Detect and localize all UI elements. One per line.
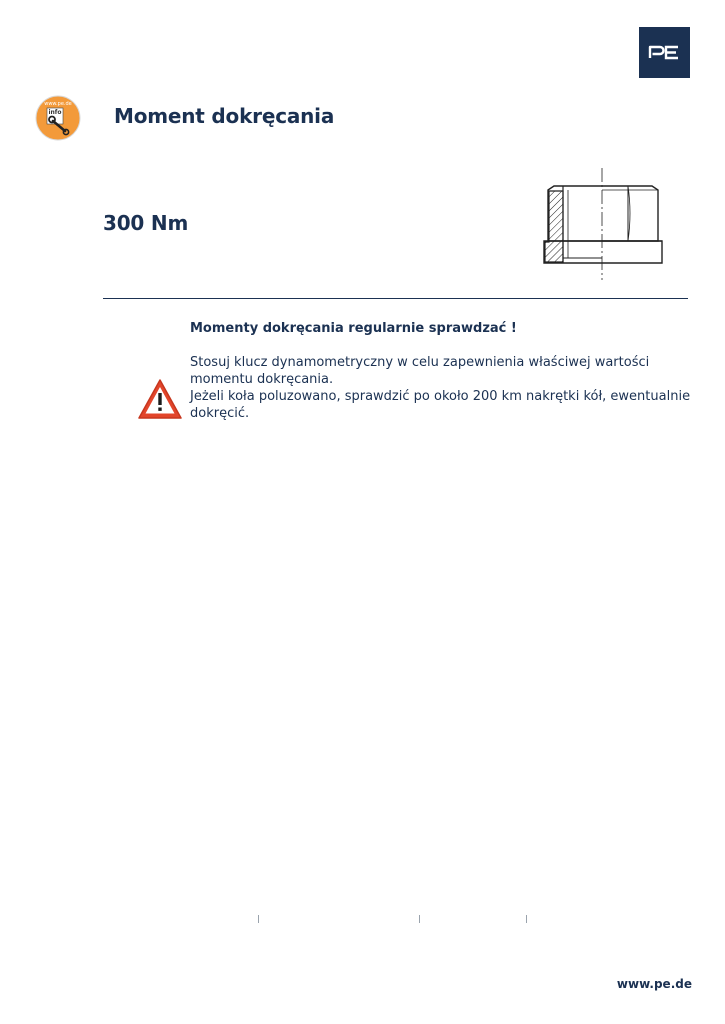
- notice-heading: Momenty dokręcania regularnie sprawdzać !: [190, 321, 517, 336]
- pe-logo: [639, 27, 690, 78]
- section-divider: [103, 298, 688, 299]
- nut-drawing: [528, 168, 666, 280]
- torque-value: 300 Nm: [103, 211, 189, 235]
- notice-line-1: Stosuj klucz dynamometryczny w celu zapewnienia właściwej wartości momentu dokręcania.: [190, 355, 650, 387]
- warning-triangle-icon: [137, 378, 183, 420]
- pe-logo-mark: [639, 27, 690, 78]
- info-badge: [35, 95, 81, 141]
- footer-url[interactable]: www.pe.de: [616, 977, 692, 991]
- badge-url: www.pe.de: [44, 101, 72, 107]
- footer-tick: [258, 915, 259, 923]
- footer-tick: [526, 915, 527, 923]
- notice-body: [190, 354, 700, 422]
- badge-label: info: [48, 109, 62, 116]
- notice-line-2: Jeżeli koła poluzowano, sprawdzić po około 200 km nakrętki kół, ewentualnie dokręcić.: [190, 389, 691, 421]
- page-title: Moment dokręcania: [114, 104, 335, 128]
- notice-block: [190, 320, 700, 422]
- footer-tick: [419, 915, 420, 923]
